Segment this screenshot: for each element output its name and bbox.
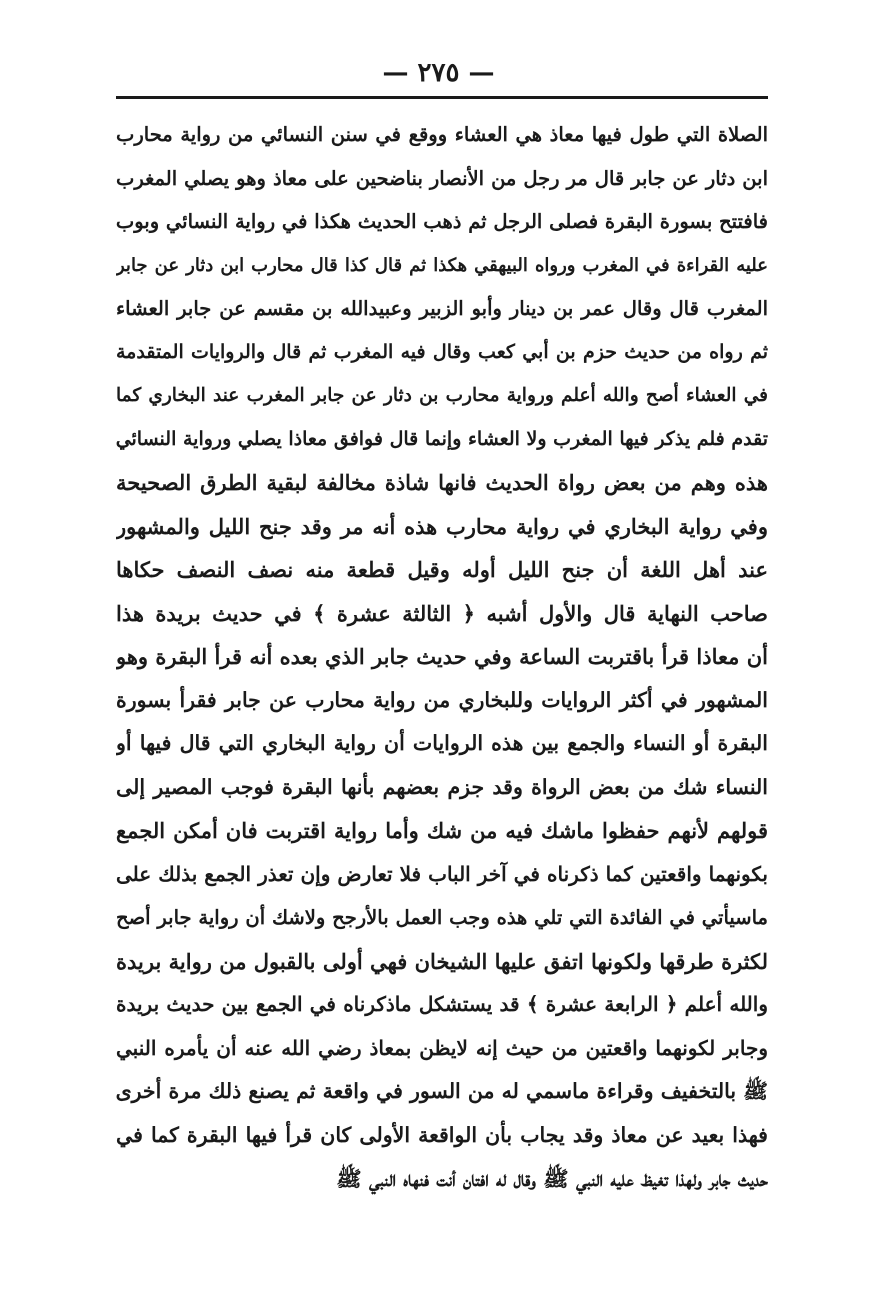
text-line: وفي رواية البخاري في رواية محارب هذه أنه مر وقد جنح الليل والمشهور — [116, 513, 768, 539]
text-line: المغرب قال وقال عمر بن دينار وأبو الزبير وعبيدالله بن مقسم عن جابر العشاء — [116, 297, 768, 320]
text-line: تقدم فلم يذكر فيها المغرب ولا العشاء وإنما قال فوافق معاذا يصلي ورواية النسائي — [116, 427, 768, 450]
text-line: ثم رواه من حديث حزم بن أبي كعب وقال فيه المغرب ثم قال والروايات المتقدمة — [116, 340, 768, 363]
header-rule — [116, 96, 768, 99]
page-number: — ٢٧٥ — — [382, 58, 495, 88]
text-line: الصلاة التي طول فيها معاذ هي العشاء ووقع في سنن النسائي من رواية محارب — [116, 123, 768, 146]
text-line: هذه وهم من بعض رواة الحديث فانها شاذة مخالفة لبقية الطرق الصحيحة — [116, 470, 768, 495]
text-line: قولهم لأنهم حفظوا ماشك فيه من شك وأما رواية اقتربت فان أمكن الجمع — [116, 818, 768, 843]
text-line: ﷺ بالتخفيف وقراءة ماسمي له من السور في واقعة ثم يصنع ذلك مرة أخرى — [116, 1079, 768, 1103]
text-line: فافتتح بسورة البقرة فصلى الرجل ثم ذهب الحديث هكذا في رواية النسائي وبوب — [116, 210, 768, 233]
text-line: في العشاء أصح والله أعلم ورواية محارب بن دثار عن جابر المغرب عند البخاري كما — [116, 385, 768, 406]
text-line: حديث جابر ولهذا تغيظ عليه النبي ﷺ وقال له افتان أنت فنهاه النبي ﷺ — [336, 1166, 768, 1191]
text-line: والله أعلم ﴿ الرابعة عشرة ﴾ قد يستشكل ماذكرناه في الجمع بين حديث بريدة — [116, 992, 768, 1016]
text-line: المشهور في أكثر الروايات وللبخاري من رواية محارب عن جابر فقرأ بسورة — [116, 687, 768, 712]
text-line: ماسيأتي في الفائدة التي تلي هذه وجب العمل بالأرجح ولاشك أن رواية جابر أصح — [116, 906, 768, 929]
text-line: عليه القراءة في المغرب ورواه البيهقي هكذا ثم قال كذا قال محارب ابن دثار عن جابر — [116, 254, 768, 276]
text-line: أن معاذا قرأ باقتربت الساعة وفي حديث جابر الذي بعده أنه قرأ البقرة وهو — [116, 644, 768, 669]
text-line: صاحب النهاية قال والأول أشبه ﴿ الثالثة عشرة ﴾ في حديث بريدة هذا — [116, 600, 768, 626]
text-line: لكثرة طرقها ولكونها اتفق عليها الشيخان فهي أولى بالقبول من رواية بريدة — [116, 948, 768, 974]
text-line: النساء شك من بعض الرواة وقد جزم بعضهم بأنها البقرة فوجب المصير إلى — [116, 774, 768, 799]
text-line: ابن دثار عن جابر قال مر رجل من الأنصار بناضحين على معاذ وهو يصلي المغرب — [116, 166, 768, 190]
text-line: فهذا بعيد عن معاذ وقد يجاب بأن الواقعة الأولى كان قرأ فيها البقرة كما في — [116, 1122, 768, 1147]
text-line: بكونهما واقعتين كما ذكرناه في آخر الباب فلا تعارض وإن تعذر الجمع بذلك على — [116, 861, 768, 886]
text-line: وجابر لكونهما واقعتين من حيث إنه لايظن بمعاذ رضي الله عنه أن يأمره النبي — [116, 1035, 768, 1060]
text-line: البقرة أو النساء والجمع بين هذه الروايات أن رواية البخاري التي قال فيها أو — [116, 731, 768, 755]
text-line: عند أهل اللغة أن جنح الليل أوله وقيل قطعة منه نصف النصف حكاها — [116, 557, 768, 582]
body-text — [116, 113, 768, 1201]
